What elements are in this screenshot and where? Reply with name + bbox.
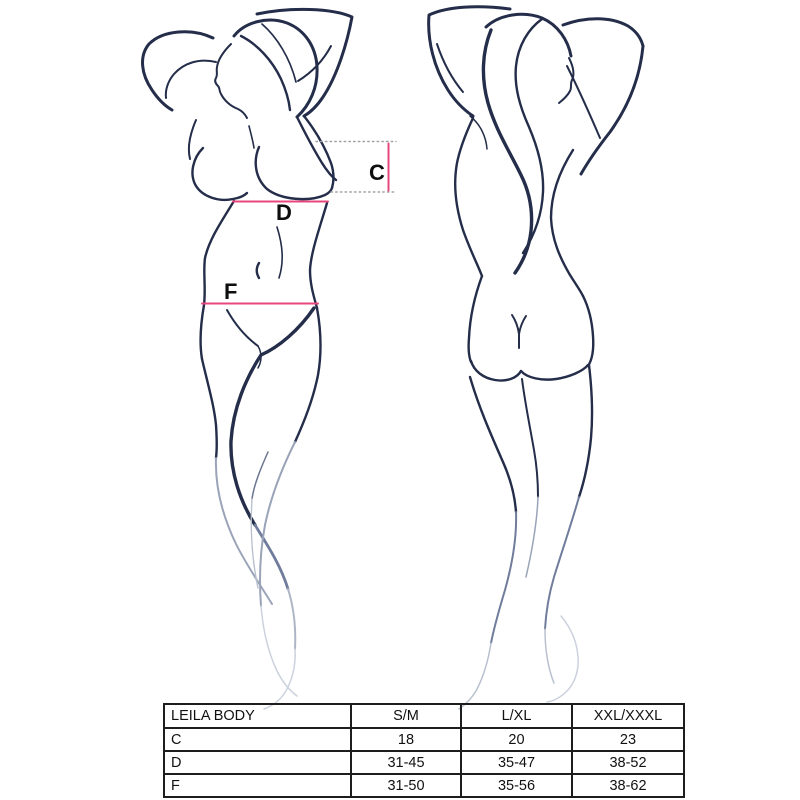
row-label-d: D xyxy=(164,751,351,774)
front-left-side-line xyxy=(189,120,196,159)
front-figure xyxy=(143,9,352,709)
value-d-xxl: 38-52 xyxy=(572,751,684,774)
front-right-side-line xyxy=(304,116,333,188)
front-right-calf-line xyxy=(260,442,295,606)
back-left-leg-low-line xyxy=(459,643,491,709)
back-foot-faint-line xyxy=(547,616,578,702)
product-name-cell: LEILA BODY xyxy=(164,704,351,728)
back-left-torso-line xyxy=(455,118,482,276)
front-abdomen-line xyxy=(277,227,282,278)
back-crease-left-line xyxy=(512,315,519,334)
front-hair-fall-line xyxy=(297,117,336,180)
hip-measure-label: F xyxy=(224,279,238,304)
front-foot-faint-line2 xyxy=(261,606,297,696)
front-right-waist-hip-line xyxy=(310,203,327,308)
back-hair-mass-line2 xyxy=(516,19,543,253)
back-right-arm-inner-line xyxy=(567,66,600,138)
front-navel-mark xyxy=(257,263,259,278)
back-left-hip-line xyxy=(469,276,482,362)
size-column-sm: S/M xyxy=(351,704,461,728)
back-right-buttock-line xyxy=(521,365,588,380)
back-legs-center-line xyxy=(522,379,538,497)
back-crease-right-line xyxy=(519,316,526,334)
front-hair-strand-line xyxy=(241,36,290,110)
back-hair-top-line xyxy=(486,14,571,56)
table-row-f xyxy=(164,774,684,797)
size-chart-table xyxy=(163,703,685,798)
value-d-lxl: 35-47 xyxy=(461,751,572,774)
value-c-lxl: 20 xyxy=(461,728,572,751)
back-right-leg-mid-line xyxy=(545,497,579,629)
bust-measure-label: C xyxy=(369,160,385,185)
table-row-d xyxy=(164,751,684,774)
front-bikini-left-line xyxy=(227,310,258,346)
back-left-leg-mid-line xyxy=(491,512,516,643)
front-foot-faint-line xyxy=(264,649,295,709)
front-crossing-leg-line xyxy=(231,308,314,525)
back-right-leg-line xyxy=(579,365,592,497)
back-figure xyxy=(429,7,643,709)
front-left-arm-inner-line xyxy=(166,61,216,98)
value-f-xxl: 38-62 xyxy=(572,774,684,797)
back-legs-center-low-line xyxy=(526,497,538,577)
value-d-sm: 31-45 xyxy=(351,751,461,774)
back-right-hip-line xyxy=(583,296,593,366)
value-c-sm: 18 xyxy=(351,728,461,751)
front-face-profile-line xyxy=(215,44,247,118)
back-right-leg-low-line xyxy=(545,629,554,683)
row-label-f: F xyxy=(164,774,351,797)
front-left-thigh-line xyxy=(202,359,217,458)
back-left-buttock-line xyxy=(471,361,521,381)
underbust-measure-label: D xyxy=(276,200,292,225)
back-face-profile-line xyxy=(559,58,573,103)
size-column-xxl: XXL/XXXL xyxy=(572,704,684,728)
back-hair-mass-line xyxy=(483,30,531,273)
back-left-leg-line xyxy=(470,377,516,512)
measurement-markers xyxy=(202,142,396,305)
size-table-header-row xyxy=(164,704,684,728)
front-knee-inner-line xyxy=(252,452,268,499)
back-right-arm-outer-line xyxy=(581,46,643,174)
front-neck-line xyxy=(249,126,254,148)
back-right-torso-line xyxy=(551,150,583,296)
front-right-breast-line xyxy=(256,147,332,199)
front-left-breast-line xyxy=(192,148,247,200)
value-c-xxl: 23 xyxy=(572,728,684,751)
table-row-c xyxy=(164,728,684,751)
value-f-sm: 31-50 xyxy=(351,774,461,797)
back-right-forearm-line xyxy=(563,19,643,46)
row-label-c: C xyxy=(164,728,351,751)
value-f-lxl: 35-56 xyxy=(461,774,572,797)
back-left-arm-inner-line xyxy=(437,44,463,92)
front-crossing-leg-low-line xyxy=(288,589,295,649)
back-left-arm-outer-line xyxy=(429,7,510,116)
size-column-lxl: L/XL xyxy=(461,704,572,728)
